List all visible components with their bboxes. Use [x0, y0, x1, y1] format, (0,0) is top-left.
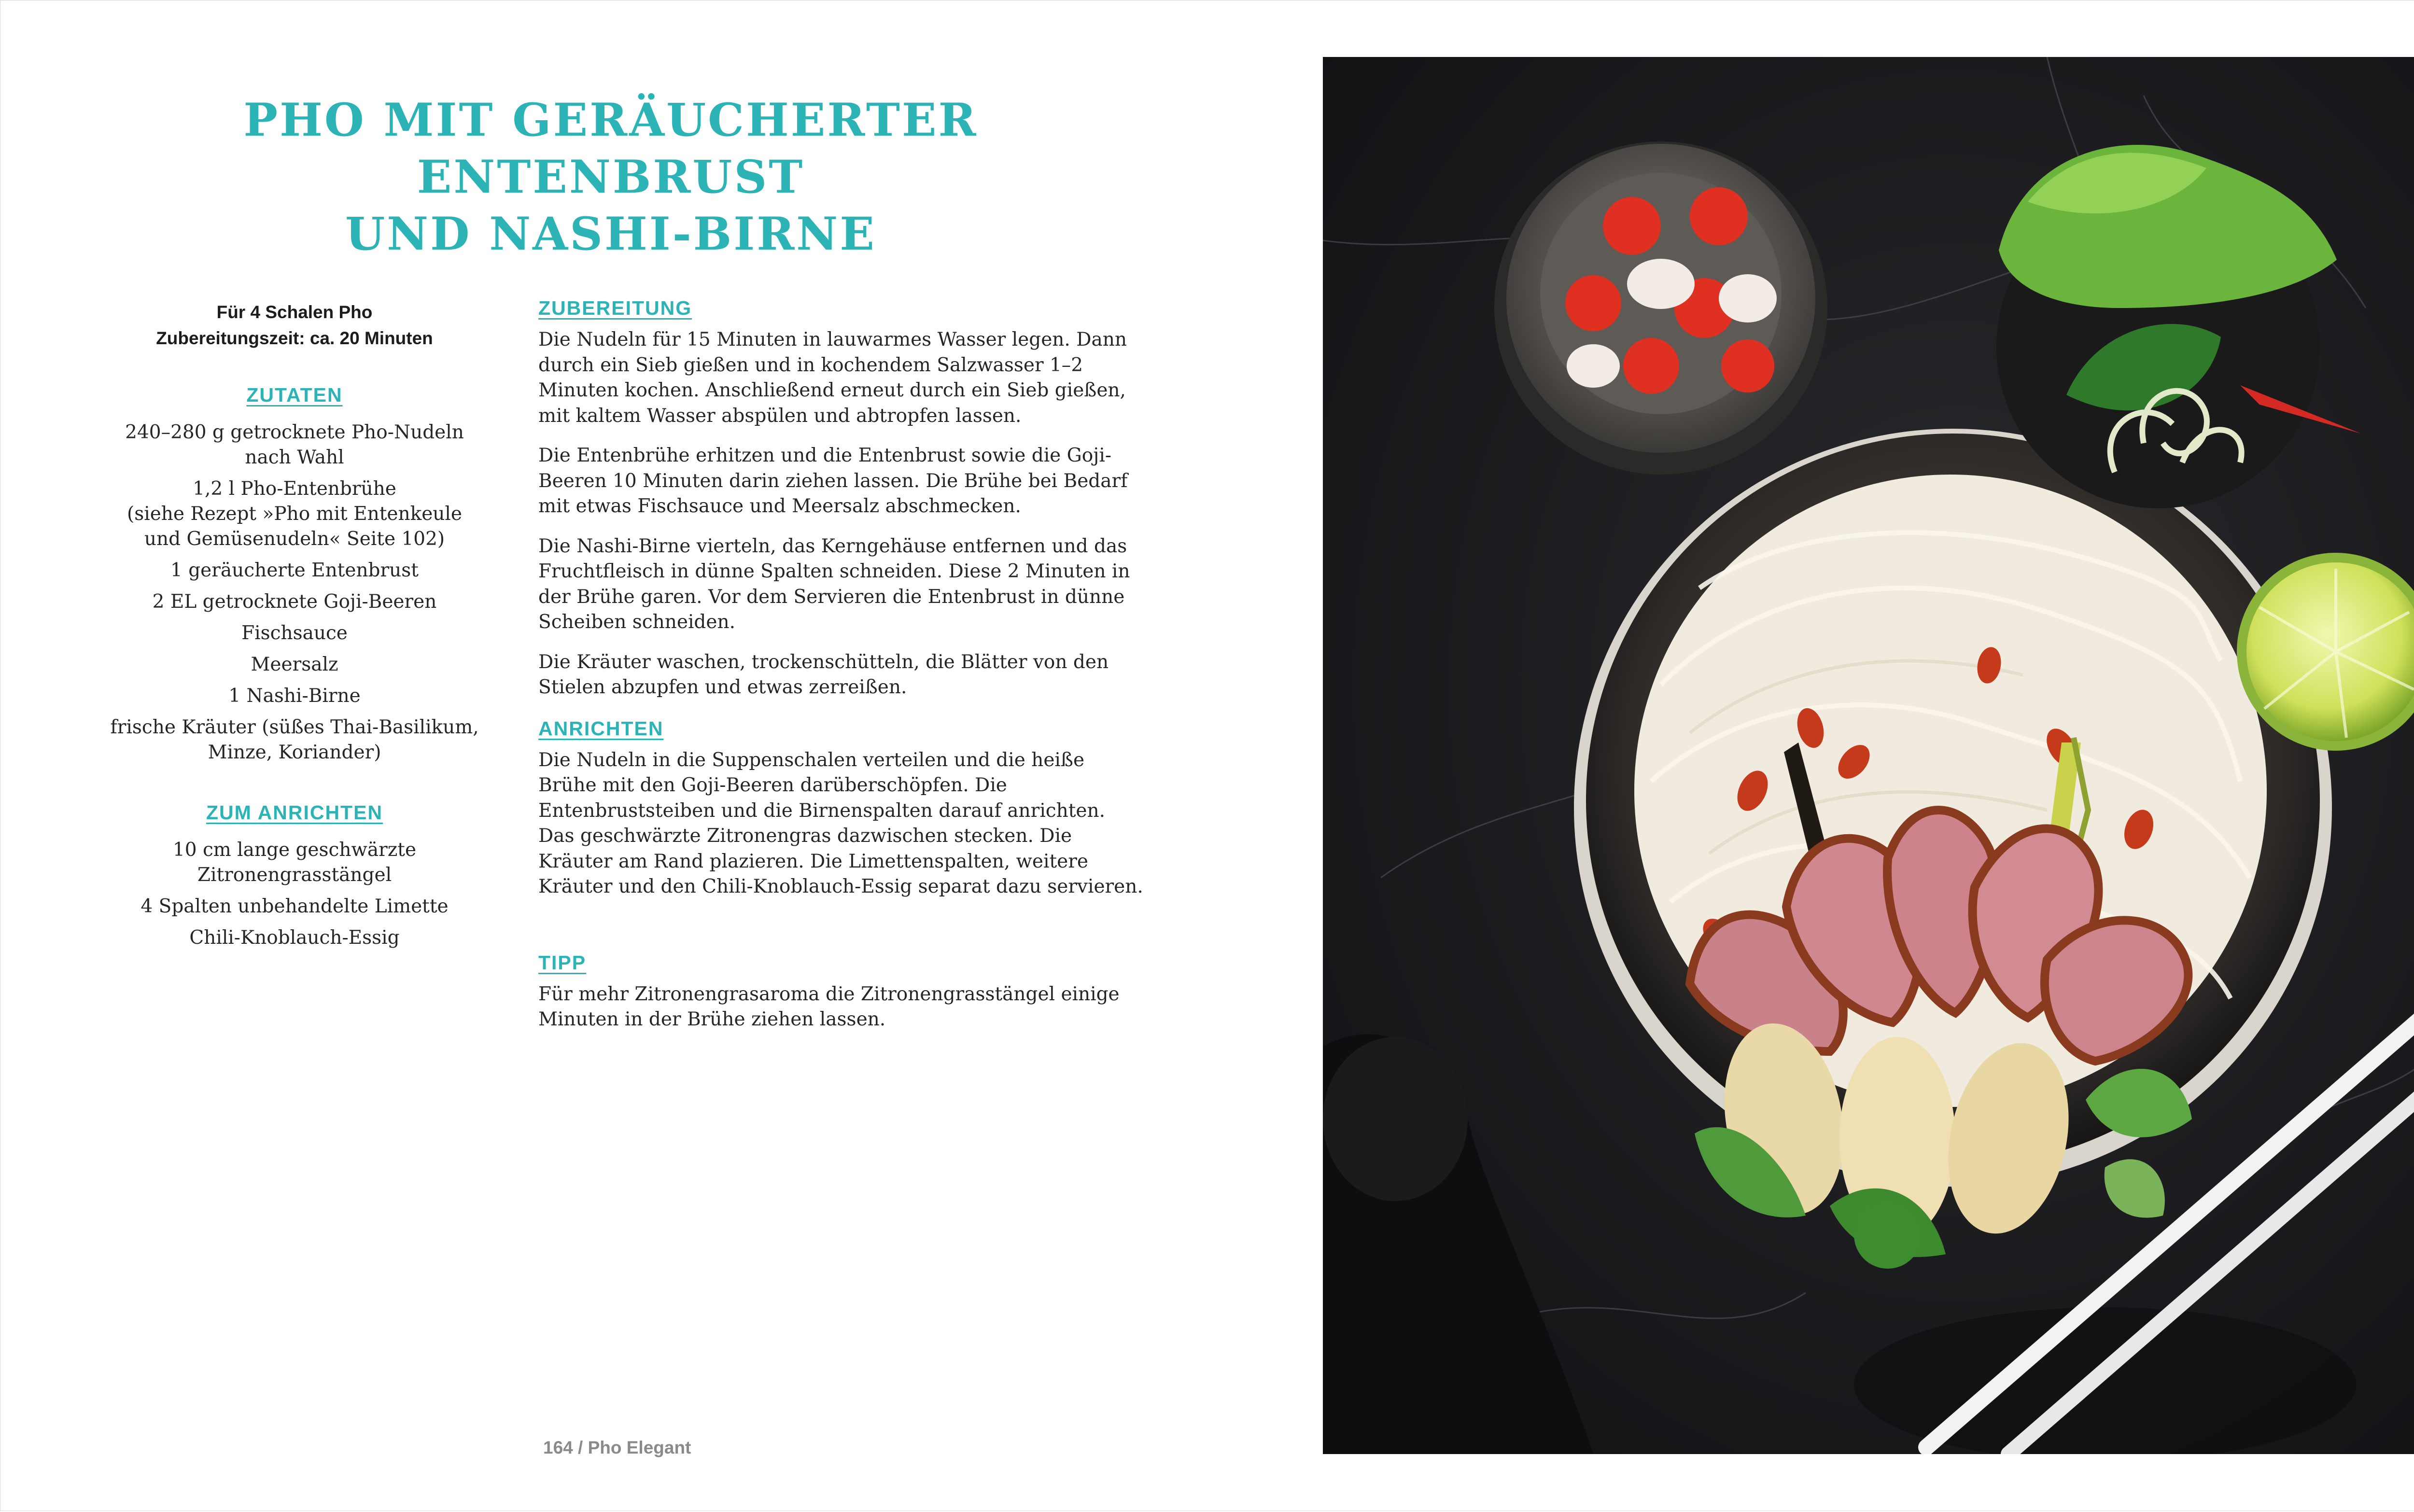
ingredient-item [97, 420, 492, 470]
ingredient-line: 1,2 l Pho-Entenbrühe [193, 478, 396, 500]
preparation-step: Die Entenbrühe erhitzen und die Entenbrust sowie die Goji-Beeren 10 Minuten darin ziehen lassen. Die Brühe bei Bedarf mit etwas Fischsauce und Meersalz abschmecken. [538, 445, 1128, 517]
ingredient-item [97, 621, 492, 646]
page-footer: 164 / Pho Elegant [543, 1438, 691, 1457]
ingredient-item [97, 715, 492, 765]
garnish-line: 4 Spalten unbehandelte Limette [140, 896, 449, 917]
ingredient-line: Meersalz [251, 654, 338, 675]
ingredients-column [97, 381, 492, 957]
preparation-step: Die Nashi-Birne vierteln, das Kerngehäuse entfernen und das Fruchtfleisch in dünne Spalten schneiden. Diese 2 Minuten in der Brühe garen. Vor dem Servieren die Entenbrust in dünne Scheiben schneiden. [538, 535, 1130, 633]
tip-heading: TIPP [538, 951, 587, 974]
ingredient-line: 240–280 g getrocknete Pho-Nudeln [125, 421, 464, 443]
serving-heading: ANRICHTEN [538, 717, 664, 740]
ingredient-line: 2 EL getrocknete Goji-Beeren [152, 591, 437, 613]
garnish-item [97, 894, 492, 919]
ingredient-line: und Gemüsenudeln« Seite 102) [144, 528, 445, 550]
ingredient-list [97, 420, 492, 765]
tip-text: Für mehr Zitronengrasaroma die Zitronengrasstängel einige Minuten in der Brühe ziehen lassen. [538, 983, 1120, 1030]
pho-photo [1323, 57, 2414, 1454]
garnish-list [97, 838, 492, 951]
ingredients-heading: ZUTATEN [246, 384, 343, 406]
garnish-item [97, 838, 492, 888]
title-line-1: PHO MIT GERÄUCHERTER ENTENBRUST [243, 94, 978, 204]
ingredient-line: (siehe Rezept »Pho mit Entenkeule [127, 503, 462, 525]
preparation-step: Die Kräuter waschen, trockenschütteln, die Blätter von den Stielen abzupfen und etwas zerreißen. [538, 651, 1109, 698]
ingredient-line: Minze, Koriander) [208, 742, 381, 763]
ingredient-item [97, 589, 492, 615]
pho-illustration [1323, 57, 2414, 1454]
preparation-step: Die Nudeln für 15 Minuten in lauwarmes Wasser legen. Dann durch ein Sieb gießen und in kochendem Salzwasser 1–2 Minuten kochen. Anschließend erneut durch ein Sieb gießen, mit kaltem Wasser abspülen und abtropfen lassen. [538, 329, 1127, 427]
ingredient-line: nach Wahl [245, 447, 344, 468]
ingredient-item [97, 558, 492, 583]
ingredient-item [97, 684, 492, 709]
title-line-2: UND NASHI-BIRNE [345, 208, 876, 261]
ingredient-line: frische Kräuter (süßes Thai-Basilikum, [110, 716, 479, 738]
ingredient-item [97, 476, 492, 552]
instructions-column [538, 294, 1147, 1047]
recipe-meta [97, 299, 492, 351]
ingredient-line: 1 Nashi-Birne [228, 685, 361, 707]
preparation-heading: ZUBEREITUNG [538, 297, 692, 319]
prep-time: Zubereitungszeit: ca. 20 Minuten [156, 328, 433, 348]
ingredient-line: Fischsauce [241, 622, 348, 644]
ingredient-item [97, 652, 492, 677]
garnish-line: 10 cm lange geschwärzte [172, 839, 417, 861]
recipe-title [72, 92, 1149, 263]
ingredient-line: 1 geräucherte Entenbrust [170, 560, 419, 581]
serving-text: Die Nudeln in die Suppenschalen verteilen und die heiße Brühe mit den Goji-Beeren darüberschöpfen. Die Entenbruststeiben und die Birnenspalten darauf anrichten. Das geschwärzte Zitronengras dazwischen stecken. Die Kräuter am Rand plazieren. Die Limettenspalten, weitere Kräuter und den Chili-Knoblauch-Essig separat dazu servieren. [538, 749, 1143, 897]
servings: Für 4 Schalen Pho [216, 302, 373, 322]
garnish-item [97, 925, 492, 951]
garnish-heading: ZUM ANRICHTEN [206, 801, 383, 824]
garnish-line: Zitronengrasstängel [197, 864, 392, 886]
garnish-line: Chili-Knoblauch-Essig [189, 927, 400, 949]
chili-garlic-bowl [1494, 141, 1827, 475]
